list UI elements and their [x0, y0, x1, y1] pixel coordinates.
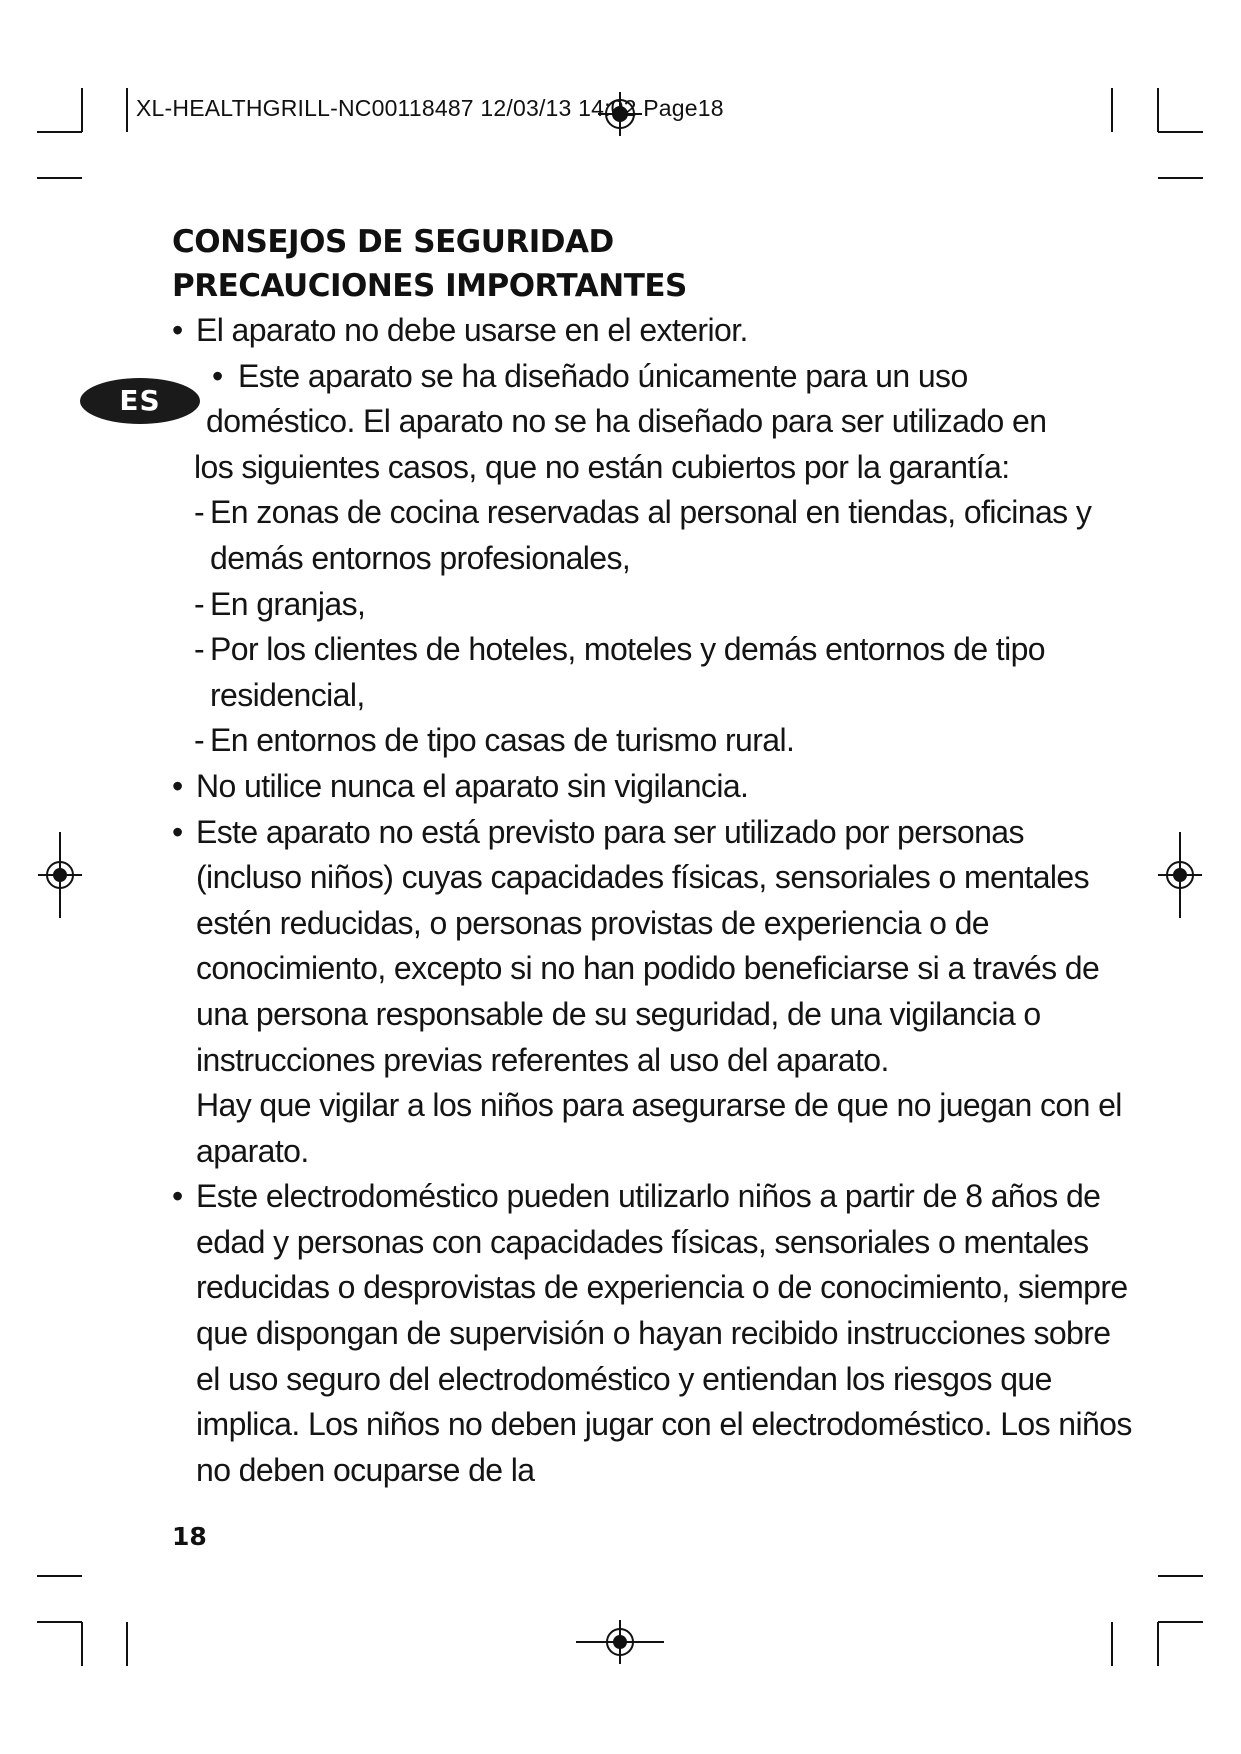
- dash-text: En zonas de cocina reservadas al personal en tiendas, oficinas y demás entornos profesionales,: [210, 494, 1092, 576]
- bullet-continuation: Hay que vigilar a los niños para asegurarse de que no juegan con el aparato.: [196, 1087, 1122, 1169]
- dash-symbol: -: [194, 722, 205, 759]
- bullet-dot: •: [172, 312, 183, 348]
- bullet-item: [172, 308, 1132, 354]
- bullet-dot: •: [172, 1178, 183, 1215]
- dash-text: En entornos de tipo casas de turismo rural.: [210, 722, 795, 759]
- bullet-text-line: doméstico. El aparato no se ha diseñado para ser utilizado en: [206, 403, 1047, 440]
- dash-symbol: -: [194, 631, 205, 668]
- bullet-dot: •: [172, 767, 183, 804]
- bullet-item: [172, 764, 1132, 810]
- bullet-dot: •: [212, 357, 223, 394]
- dash-symbol: -: [194, 494, 205, 531]
- print-slug: XL-HEALTHGRILL-NC00118487 12/03/13 14:02 Page18: [136, 95, 724, 121]
- dash-text: Por los clientes de hoteles, moteles y demás entornos de tipo residencial,: [210, 631, 1045, 713]
- bullet-text: El aparato no debe usarse en el exterior.: [196, 312, 748, 348]
- bullet-text: Este aparato no está previsto para ser utilizado por personas (incluso niños) cuyas capacidades físicas, sensoriales o mentales estén reducidas, o personas provistas de experiencia o de conocimiento, excepto si no han podido beneficiarse si a través de una persona responsable de su seguridad, de una vigilancia o instrucciones previas referentes al uso del aparato.: [196, 813, 1100, 1078]
- registration-mark-bottom: [576, 1620, 664, 1664]
- bullet-continuation: los siguientes casos, que no están cubiertos por la garantía:: [194, 448, 1010, 485]
- bullet-item-domestic-use: [172, 354, 1132, 445]
- dash-item: [172, 718, 1132, 764]
- registration-mark-right: [1158, 832, 1202, 918]
- dash-item: [172, 490, 1132, 581]
- dash-item: [172, 582, 1132, 628]
- bullet-text: No utilice nunca el aparato sin vigilancia.: [196, 767, 749, 804]
- page-number: 18: [172, 1522, 207, 1551]
- dash-item: [172, 627, 1132, 718]
- bullet-dot: •: [172, 813, 183, 850]
- registration-mark-left: [38, 832, 82, 918]
- bullet-text-line: Este aparato se ha diseñado únicamente para un uso: [238, 357, 968, 394]
- language-tab-es: ES: [80, 378, 200, 424]
- dash-text: En granjas,: [210, 585, 366, 622]
- heading-important-precautions: PRECAUCIONES IMPORTANTES: [172, 268, 687, 304]
- document-body: [172, 220, 1132, 1493]
- bullet-item: [172, 1174, 1132, 1493]
- dash-symbol: -: [194, 585, 205, 622]
- bullet-item: [172, 810, 1132, 1084]
- bullet-text: Este electrodoméstico pueden utilizarlo niños a partir de 8 años de edad y personas con capacidades físicas, sensoriales o mentales reducidas o desprovistas de experiencia o de conocimiento, siempre que dispongan de supervisión o hayan recibido instrucciones sobre el uso seguro del electrodoméstico y entiendan los riesgos que implica. Los niños no deben jugar con el electrodoméstico. Los niños no deben ocuparse de la: [196, 1178, 1132, 1488]
- heading-safety-advice: CONSEJOS DE SEGURIDAD: [172, 224, 614, 260]
